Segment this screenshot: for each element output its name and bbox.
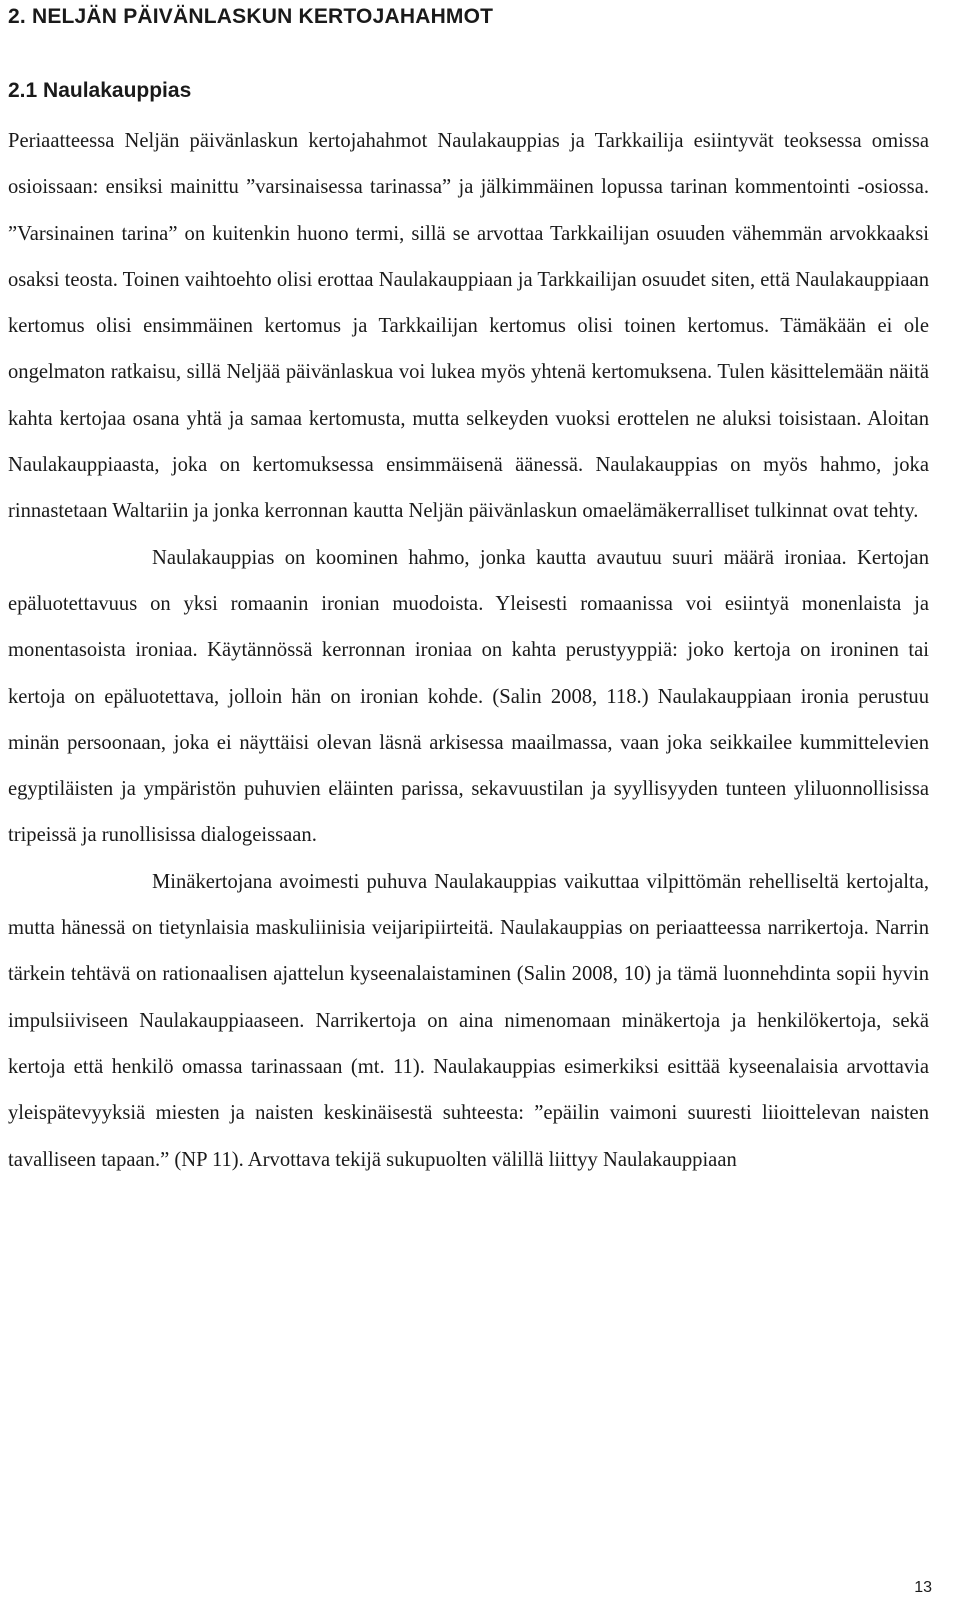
page-number: 13 — [914, 1579, 932, 1596]
section-title: 2.1 Naulakauppias — [8, 79, 192, 102]
paragraph-2: Naulakauppias on koominen hahmo, jonka kautta avautuu suuri määrä ironiaa. Kertojan epäluotettavuus on yksi romaanin ironian muodoista. Yleisesti romaanissa voi esiintyä monenlaista ja monentasoista ironiaa. Käytännössä kerronnan ironiaa on kahta perustyyppiä: joko kertoja on ironinen tai kertoja on epäluotettava, jolloin hän on ironian kohde. (Salin 2008, 118.) Naulakauppiaan ironia perustuu minän persoonaan, joka ei näyttäisi olevan läsnä arkisessa maailmassa, vaan joka seikkailee kummittelevien egyptiläisten ja ympäristön puhuvien eläinten parissa, sekavuustilan ja syyllisyyden tunteen yliluonnollisissa tripeissä ja runollisissa dialogeissaan. — [8, 546, 929, 847]
document-page — [8, 0, 929, 1183]
paragraph-1: Periaatteessa Neljän päivänlaskun kertojahahmot Naulakauppias ja Tarkkailija esiintyvät teoksessa omissa osioissaan: ensiksi mainittu ”varsinaisessa tarinassa” ja jälkimmäinen lopussa tarinan kommentointi -osiossa. ”Varsinainen tarina” on kuitenkin huono termi, sillä se arvottaa Tarkkailijan osuuden vähemmän arvokkaaksi osaksi teosta. Toinen vaihtoehto olisi erottaa Naulakauppiaan ja Tarkkailijan osuudet siten, että Naulakauppiaan kertomus olisi ensimmäinen kertomus ja Tarkkailijan kertomus olisi toinen kertomus. Tämäkään ei ole ongelmaton ratkaisu, sillä Neljää päivänlaskua voi lukea myös yhtenä kertomuksena. Tulen käsittelemään näitä kahta kertojaa osana yhtä ja samaa kertomusta, mutta selkeyden vuoksi erottelen ne aluksi toisistaan. Aloitan Naulakauppiaasta, joka on kertomuksessa ensimmäisenä äänessä. Naulakauppias on myös hahmo, joka rinnastetaan Waltariin ja jonka kerronnan kautta Neljän päivänlaskun omaelämäkerralliset tulkinnat ovat tehty. — [8, 130, 929, 523]
chapter-title: 2. NELJÄN PÄIVÄNLASKUN KERTOJAHAHMOT — [8, 5, 494, 28]
paragraph-3: Minäkertojana avoimesti puhuva Naulakauppias vaikuttaa vilpittömän rehelliseltä kertojalta, mutta hänessä on tietynlaisia maskuliinisia veijaripiirteitä. Naulakauppias on periaatteessa narrikertoja. Narrin tärkein tehtävä on rationaalisen ajattelun kyseenalaistaminen (Salin 2008, 10) ja tämä luonnehdinta sopii hyvin impulsiiviseen Naulakauppiaaseen. Narrikertoja on aina nimenomaan minäkertoja ja henkilökertoja, sekä kertoja että henkilö omassa tarinassaan (mt. 11). Naulakauppias esimerkiksi esittää kyseenalaisia arvottavia yleispätevyyksiä miesten ja naisten keskinäisestä suhteesta: ”epäilin vaimoni suuresti liioittelevan naisten tavalliseen tapaan.” (NP 11). Arvottava tekijä sukupuolten välillä liittyy Naulakauppiaan — [8, 870, 929, 1171]
